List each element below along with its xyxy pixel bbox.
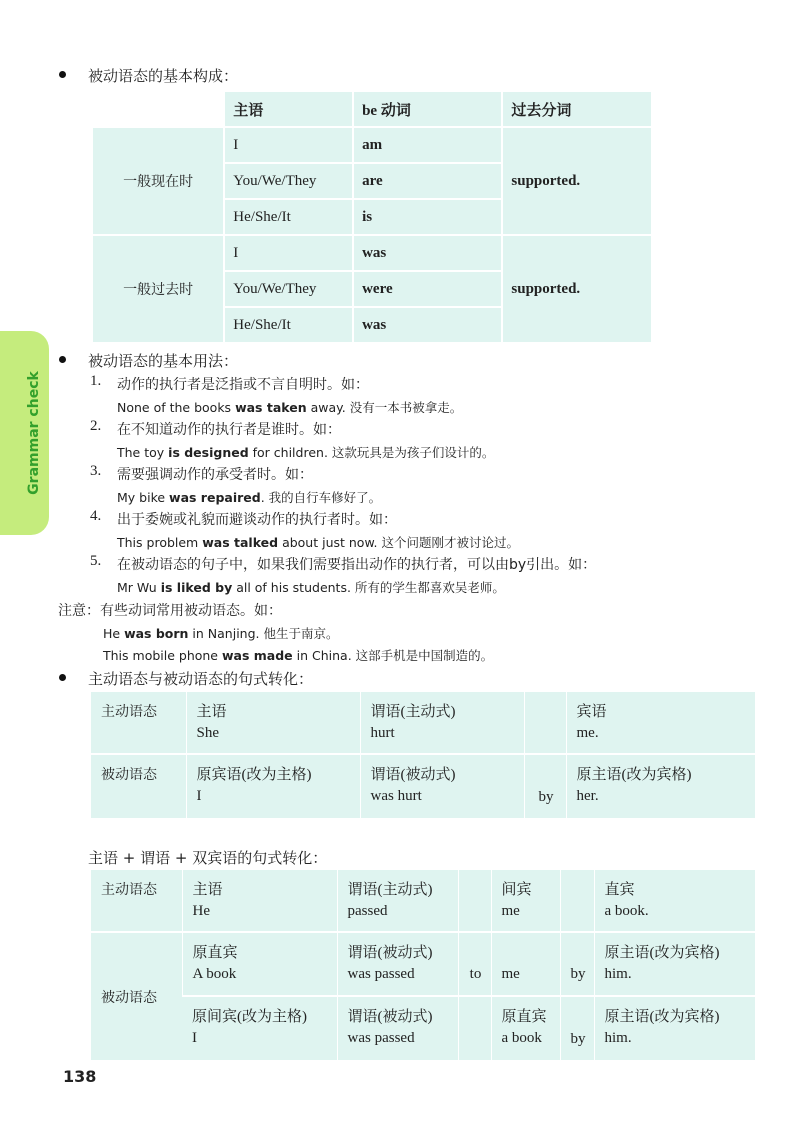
page-number: 138 [63, 1067, 97, 1086]
to-cell [458, 870, 491, 932]
grammar-check-tab [0, 331, 49, 535]
example-sentence: The toy is designed for children. 这款玩具是为孩子们设计的。 [117, 445, 495, 460]
example-sentence: My bike was repaired. 我的自行车修好了。 [117, 490, 382, 505]
subject-cell: 原直宾 A book [182, 932, 337, 996]
item-number: 3. [90, 463, 102, 479]
by-cell [560, 870, 594, 932]
table-row [91, 996, 755, 1060]
note-example: This mobile phone was made in China. 这部手机是中国制造的。 [103, 648, 494, 663]
predicate-cell: 谓语(主动式) hurt [360, 692, 524, 754]
predicate-cell: 谓语(被动式) was passed [337, 932, 458, 996]
voice-label: 主动语态 [91, 870, 182, 932]
table-row [92, 235, 652, 271]
note-example: He was born in Nanjing. 他生于南京。 [103, 626, 339, 641]
bullet-icon [59, 71, 66, 78]
voice-label: 被动语态 [91, 754, 186, 818]
by-cell: by [560, 996, 594, 1060]
subject-cell: I [224, 235, 353, 271]
subject-cell: I [224, 127, 353, 163]
grammar-check-label: Grammar check [26, 371, 42, 495]
by-cell: by [524, 754, 566, 818]
subject-cell: 原宾语(改为主格) I [186, 754, 360, 818]
note-title: 注意：有些动词常用被动语态。如： [58, 603, 282, 619]
bullet-icon [59, 674, 66, 681]
section3-title: 主动语态与被动语态的句式转化： [88, 670, 314, 688]
object-cell: 宾语 me. [566, 692, 755, 754]
voice-label: 主动语态 [91, 692, 186, 754]
be-verb-cell: was [353, 235, 502, 271]
be-verb-cell: was [353, 307, 502, 343]
double-object-table [91, 870, 755, 1060]
predicate-cell: 谓语(主动式) passed [337, 870, 458, 932]
subject-cell: 主语 He [182, 870, 337, 932]
section1-title: 被动语态的基本构成： [88, 67, 239, 85]
usage-rule: 在被动语态的句子中，如果我们需要指出动作的执行者，可以由by引出。如： [117, 557, 597, 573]
usage-rule: 动作的执行者是泛指或不言自明时。如： [117, 377, 369, 393]
table-row [91, 692, 755, 754]
example-sentence: None of the books was taken away. 没有一本书被拿走。 [117, 400, 463, 415]
indirect-object-cell: 原直宾 a book [491, 996, 560, 1060]
by-cell: by [560, 932, 594, 996]
header-subject: 主语 [224, 91, 353, 127]
subject-cell: 主语 She [186, 692, 360, 754]
item-number: 5. [90, 553, 102, 569]
subject-cell: He/She/It [224, 307, 353, 343]
subject-cell: 原间宾(改为主格) I [182, 996, 337, 1060]
participle-cell: supported. [502, 127, 652, 235]
indirect-object-cell: 间宾 me [491, 870, 560, 932]
object-cell: 原主语(改为宾格) her. [566, 754, 755, 818]
be-verb-cell: are [353, 163, 502, 199]
usage-rule: 在不知道动作的执行者是谁时。如： [117, 422, 341, 438]
item-number: 4. [90, 508, 102, 524]
be-verb-cell: am [353, 127, 502, 163]
predicate-cell: 谓语(被动式) was passed [337, 996, 458, 1060]
subject-cell: You/We/They [224, 271, 353, 307]
table-row [91, 754, 755, 818]
item-number: 1. [90, 373, 102, 389]
example-sentence: This problem was talked about just now. 这个问题刚才被讨论过。 [117, 535, 519, 550]
to-cell: to [458, 932, 491, 996]
direct-object-cell: 直宾 a book. [594, 870, 755, 932]
header-participle: 过去分词 [502, 91, 652, 127]
be-verb-cell: is [353, 199, 502, 235]
usage-rule: 出于委婉或礼貌而避谈动作的执行者时。如： [117, 512, 397, 528]
tense-label: 一般现在时 [92, 127, 224, 235]
voice-label: 被动语态 [91, 932, 182, 1060]
to-cell [458, 996, 491, 1060]
table-row [91, 932, 755, 996]
subject-cell: You/We/They [224, 163, 353, 199]
section4-title: 主语 + 谓语 + 双宾语的句式转化： [88, 849, 328, 867]
table-header-row [92, 91, 652, 127]
bullet-icon [59, 356, 66, 363]
section2-title: 被动语态的基本用法： [88, 352, 239, 370]
usage-rule: 需要强调动作的承受者时。如： [117, 467, 313, 483]
tense-label: 一般过去时 [92, 235, 224, 343]
agent-cell: 原主语(改为宾格) him. [594, 996, 755, 1060]
item-number: 2. [90, 418, 102, 434]
table-row [91, 870, 755, 932]
agent-cell: 原主语(改为宾格) him. [594, 932, 755, 996]
participle-cell: supported. [502, 235, 652, 343]
example-sentence: Mr Wu is liked by all of his students. 所有的学生都喜欢吴老师。 [117, 580, 505, 595]
header-be-verb: be 动词 [353, 91, 502, 127]
indirect-object-cell: me [491, 932, 560, 996]
by-cell [524, 692, 566, 754]
empty-corner-cell [92, 91, 224, 127]
voice-conversion-table [91, 692, 755, 818]
be-verb-cell: were [353, 271, 502, 307]
subject-cell: He/She/It [224, 199, 353, 235]
table-row [92, 127, 652, 163]
predicate-cell: 谓语(被动式) was hurt [360, 754, 524, 818]
passive-structure-table [91, 90, 653, 344]
